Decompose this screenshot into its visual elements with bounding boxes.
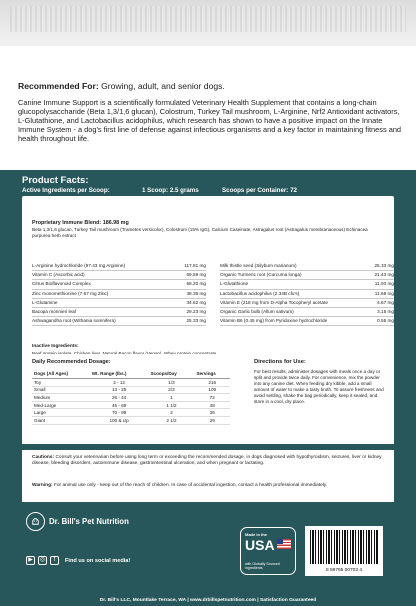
ingredient-name: Organic Turmeric root (Curcuma longa) bbox=[220, 272, 302, 278]
ingredient-name: Ashwagandha root (Withania somnifera) bbox=[32, 318, 116, 324]
ingredient-name: Vitamin B6 (0.45 mg) from Pyridoxine hydrochloride bbox=[220, 318, 328, 324]
directions-title: Directions for Use: bbox=[254, 359, 306, 365]
cautions-card bbox=[22, 450, 394, 502]
ingredient-row bbox=[32, 262, 206, 271]
made-in-usa-badge: Made in the USA with Globally Sourced ingredients bbox=[240, 527, 296, 575]
ingredient-row bbox=[32, 299, 206, 308]
dosage-cell: 48 bbox=[194, 401, 230, 409]
dosage-row bbox=[32, 379, 230, 387]
youtube-icon: ▶ bbox=[26, 556, 35, 565]
recommended-for: Recommended For: Growing, adult, and senior dogs. bbox=[18, 81, 225, 91]
ingredient-amount: 11.69 mg bbox=[374, 290, 394, 296]
social-row bbox=[26, 556, 130, 565]
warning-text: Warning: For animal use only - keep out of the reach of children. In case of accidental ingestion, contact a health professional immediately. bbox=[32, 483, 328, 488]
product-facts-title: Product Facts: bbox=[22, 175, 89, 186]
ingredient-amount: 25.33 mg bbox=[186, 318, 206, 324]
brand-logo bbox=[26, 510, 129, 532]
ingredient-name: Citrus Bioflavonoid Complex bbox=[32, 281, 91, 287]
ingredient-amount: 38.36 mg bbox=[186, 290, 206, 296]
cautions-text: Cautions: Consult your veterinarian before using long term or exceeding the recommended dosage, in dogs diagnosed with hypothyroidism, seizures, liver or kidney disease, bleeding disorders, autoimmune disease, gastrointestinal ulceration, and when pregnant or lactating. bbox=[32, 455, 382, 467]
ingredient-amount: 4.67 mg bbox=[377, 299, 394, 305]
dosage-cell: 109 bbox=[194, 386, 230, 394]
product-description: Canine Immune Support is a scientifically formulated Veterinary Health Supplement that contains a long-chain glucopolysaccharide (Beta 1,3/1,6 glucan), Colostrum, Turkey Tail mushroom, L-Arginine, Nrf2 Antioxidant activators, L-Glutathione, and Lactobacillus acidophilus, which research has shown to have a positive impact on the Innate Immune System - a dog's first line of defense against infectious organisms and a key factor in maintaining fitness and health throughout life. bbox=[18, 98, 402, 144]
ingredient-name: Lactobacillus acidophilus (2.34B cfu's) bbox=[220, 290, 300, 296]
ingredient-row bbox=[32, 308, 206, 317]
ingredient-amount: 117.81 mg bbox=[184, 263, 206, 268]
dosage-cell: 1/3 bbox=[148, 379, 194, 387]
ingredient-amount: 69.59 mg bbox=[186, 272, 206, 278]
footer-address: Dr. Bill's LLC, Mountlake Terrace, WA | www.drbillspetnutrition.com | Satisfaction Guaranteed bbox=[99, 598, 317, 603]
instagram-icon: ◎ bbox=[39, 557, 46, 563]
dosage-cell: 2 bbox=[148, 409, 194, 417]
ingredient-row bbox=[220, 290, 394, 299]
dosage-card bbox=[22, 354, 394, 444]
dosage-cell: Toy bbox=[32, 379, 90, 387]
ingredients-left-column bbox=[32, 262, 206, 326]
us-flag-icon bbox=[277, 539, 291, 549]
ingredient-row bbox=[220, 271, 394, 280]
barcode-bars bbox=[310, 530, 378, 564]
dosage-cell: 29 bbox=[194, 416, 230, 424]
dosage-cell: 2/3 bbox=[148, 386, 194, 394]
ingredients-right-column bbox=[220, 262, 394, 326]
ingredient-row bbox=[220, 317, 394, 326]
dosage-row bbox=[32, 416, 230, 424]
ingredient-name: Zinc monomethionine (7.67 mg Zinc) bbox=[32, 290, 109, 296]
ingredient-amount: 34.62 mg bbox=[186, 299, 206, 305]
dosage-cell: Large bbox=[32, 409, 90, 417]
dosage-cell: 36 bbox=[194, 409, 230, 417]
ingredient-name: L-Glutamine bbox=[32, 299, 58, 305]
dosage-cell: 216 bbox=[194, 379, 230, 387]
dosage-cell: 26 - 44 bbox=[90, 394, 149, 402]
dosage-cell: 45 - 69 bbox=[90, 401, 149, 409]
dog-logo-icon bbox=[26, 512, 45, 531]
ingredient-row bbox=[32, 280, 206, 289]
ingredient-row bbox=[220, 308, 394, 317]
ingredient-row bbox=[220, 262, 394, 271]
dosage-cell: 13 - 25 bbox=[90, 386, 149, 394]
dosage-cell: Giant bbox=[32, 416, 90, 424]
dosage-cell: Medium bbox=[32, 394, 90, 402]
ingredient-amount: 0.55 mg bbox=[377, 318, 394, 324]
dosage-cell: 72 bbox=[194, 394, 230, 402]
ingredient-name: Vitamin C (Ascorbic acid) bbox=[32, 272, 85, 278]
ingredient-row bbox=[220, 280, 394, 289]
dosage-row bbox=[32, 409, 230, 417]
dosage-cell: 2 - 12 bbox=[90, 379, 149, 387]
ingredient-amount: 21.43 mg bbox=[374, 272, 394, 278]
dosage-header: Dogs (All Ages) bbox=[32, 368, 90, 379]
dosage-title: Daily Recommended Dosage: bbox=[32, 359, 111, 365]
ingredient-amount: 25.33 mg bbox=[374, 263, 394, 268]
ingredient-row bbox=[32, 290, 206, 299]
dosage-table bbox=[32, 368, 230, 425]
ingredient-name: Vitamin E (218 mg from D-Alpha Tocopheryl acetate bbox=[220, 299, 328, 305]
ingredient-name: L-Glutathione bbox=[220, 281, 249, 287]
barcode bbox=[305, 526, 383, 576]
directions-text: For best results, administer dosages with meals once a day or split and provide twice daily. For convenience, mix the powder into any canine diet. When feeding dry kibble, add a small amount of water to make a tasty broth. To assure freshness and avoid settling, shake the bag periodically, keep it sealed, and store in a cool, dry place. bbox=[254, 369, 384, 404]
dosage-cell: 2 1/2 bbox=[148, 416, 194, 424]
ingredient-row bbox=[32, 317, 206, 326]
dosage-cell: Small bbox=[32, 386, 90, 394]
dosage-cell: 1 bbox=[148, 394, 194, 402]
product-facts-panel bbox=[0, 170, 416, 606]
blend-description: Beta 1,3/1,6 glucan, Turkey Tail mushroom (Trametes versicolor), Colostrum (15% IgG), Calcium Caseinate, Astragalus root (Astragalus membranaceous) Echinacea purpurea herb extract bbox=[32, 227, 368, 238]
facebook-icon: f bbox=[50, 556, 59, 565]
inactive-title: Inactive Ingredients: bbox=[32, 344, 79, 349]
ingredient-amount: 29.23 mg bbox=[186, 308, 206, 314]
dosage-cell: 100 & Up bbox=[90, 416, 149, 424]
barcode-number: 8 59765 00703 4 bbox=[325, 568, 362, 573]
top-label-section bbox=[0, 46, 416, 170]
dosage-row bbox=[32, 386, 230, 394]
ingredient-name: L-Arginine hydrochloride (97.43 mg Arginine) bbox=[32, 263, 126, 268]
bag-crimp-seal bbox=[0, 0, 416, 46]
ingredient-row bbox=[220, 299, 394, 308]
dosage-row bbox=[32, 394, 230, 402]
dosage-header: Scoops/Day bbox=[148, 368, 194, 379]
dosage-header: Servings bbox=[194, 368, 230, 379]
ingredient-name: Milk thistle seed (Silybum marianum) bbox=[220, 263, 297, 268]
dosage-header: Wt. Range (lbs.) bbox=[90, 368, 149, 379]
ingredient-amount: 68.20 mg bbox=[186, 281, 206, 287]
ingredient-name: Bacopa monnieri leaf bbox=[32, 308, 77, 314]
ingredient-name: Organic Garlic bulb (Allum sativum) bbox=[220, 308, 294, 314]
dosage-cell: 1 1/2 bbox=[148, 401, 194, 409]
social-text: Find us on social media! bbox=[65, 557, 131, 564]
dosage-row bbox=[32, 401, 230, 409]
ingredient-row bbox=[32, 271, 206, 280]
ingredient-amount: 3.15 mg bbox=[377, 308, 394, 314]
dosage-cell: 70 - 99 bbox=[90, 409, 149, 417]
ingredient-amount: 11.93 mg bbox=[374, 281, 394, 287]
serving-info: Active Ingredients per Scoop: 1 Scoop: 2.5 grams Scoops per Container: 72 bbox=[22, 187, 297, 194]
blend-title: Proprietary Immune Blend: 186.98 mg bbox=[32, 220, 129, 226]
brand-name: Dr. Bill's Pet Nutrition bbox=[49, 516, 129, 526]
dosage-cell: Med-Large bbox=[32, 401, 90, 409]
